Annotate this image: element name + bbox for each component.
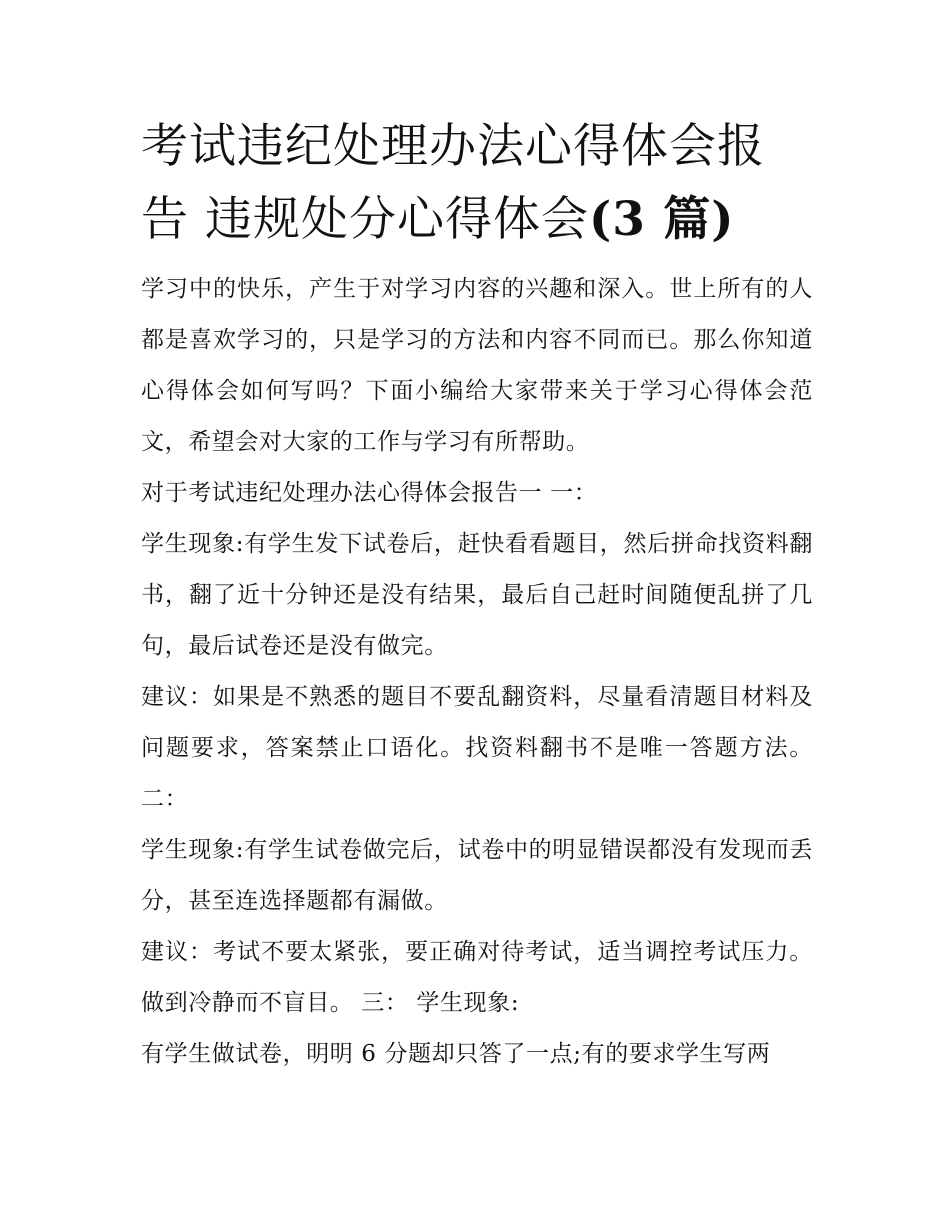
document-content (141, 110, 813, 1080)
title-line-2: 告 违规处分心得体会 (141, 192, 589, 247)
student-phenomenon-2: 学生现象:有学生试卷做完后，试卷中的明显错误都没有发现而丢分，甚至连选择题都有漏做。 (141, 837, 813, 914)
intro-paragraph: 学习中的快乐，产生于对学习内容的兴趣和深入。世上所有的人都是喜欢学习的，只是学习的方法和内容不同而已。那么你知道心得体会如何写吗？下面小编给大家带来关于学习心得体会范文，希望会对大家的工作与学习有所帮助。 (141, 276, 813, 455)
student-phenomenon-3: 有学生做试卷，明明 6 分题却只答了一点;有的要求学生写两 (141, 1041, 771, 1067)
section-heading-1: 对于考试违纪处理办法心得体会报告一 一： (141, 480, 598, 506)
suggestion-1: 建议：如果是不熟悉的题目不要乱翻资料，尽量看清题目材料及问题要求，答案禁止口语化。找资料翻书不是唯一答题方法。 二： (141, 684, 813, 812)
suggestion-2: 建议：考试不要太紧张，要正确对待考试，适当调控考试压力。做到冷静而不盲目。 三： 学生现象: (141, 939, 813, 1016)
title-article-count: (3 篇) (588, 192, 735, 247)
document-title (141, 110, 813, 256)
title-line-1: 考试违纪处理办法心得体会报 (141, 119, 765, 174)
student-phenomenon-1: 学生现象:有学生发下试卷后，赶快看看题目，然后拼命找资料翻书，翻了近十分钟还是没有结果，最后自己赶时间随便乱拼了几句，最后试卷还是没有做完。 (141, 531, 813, 659)
